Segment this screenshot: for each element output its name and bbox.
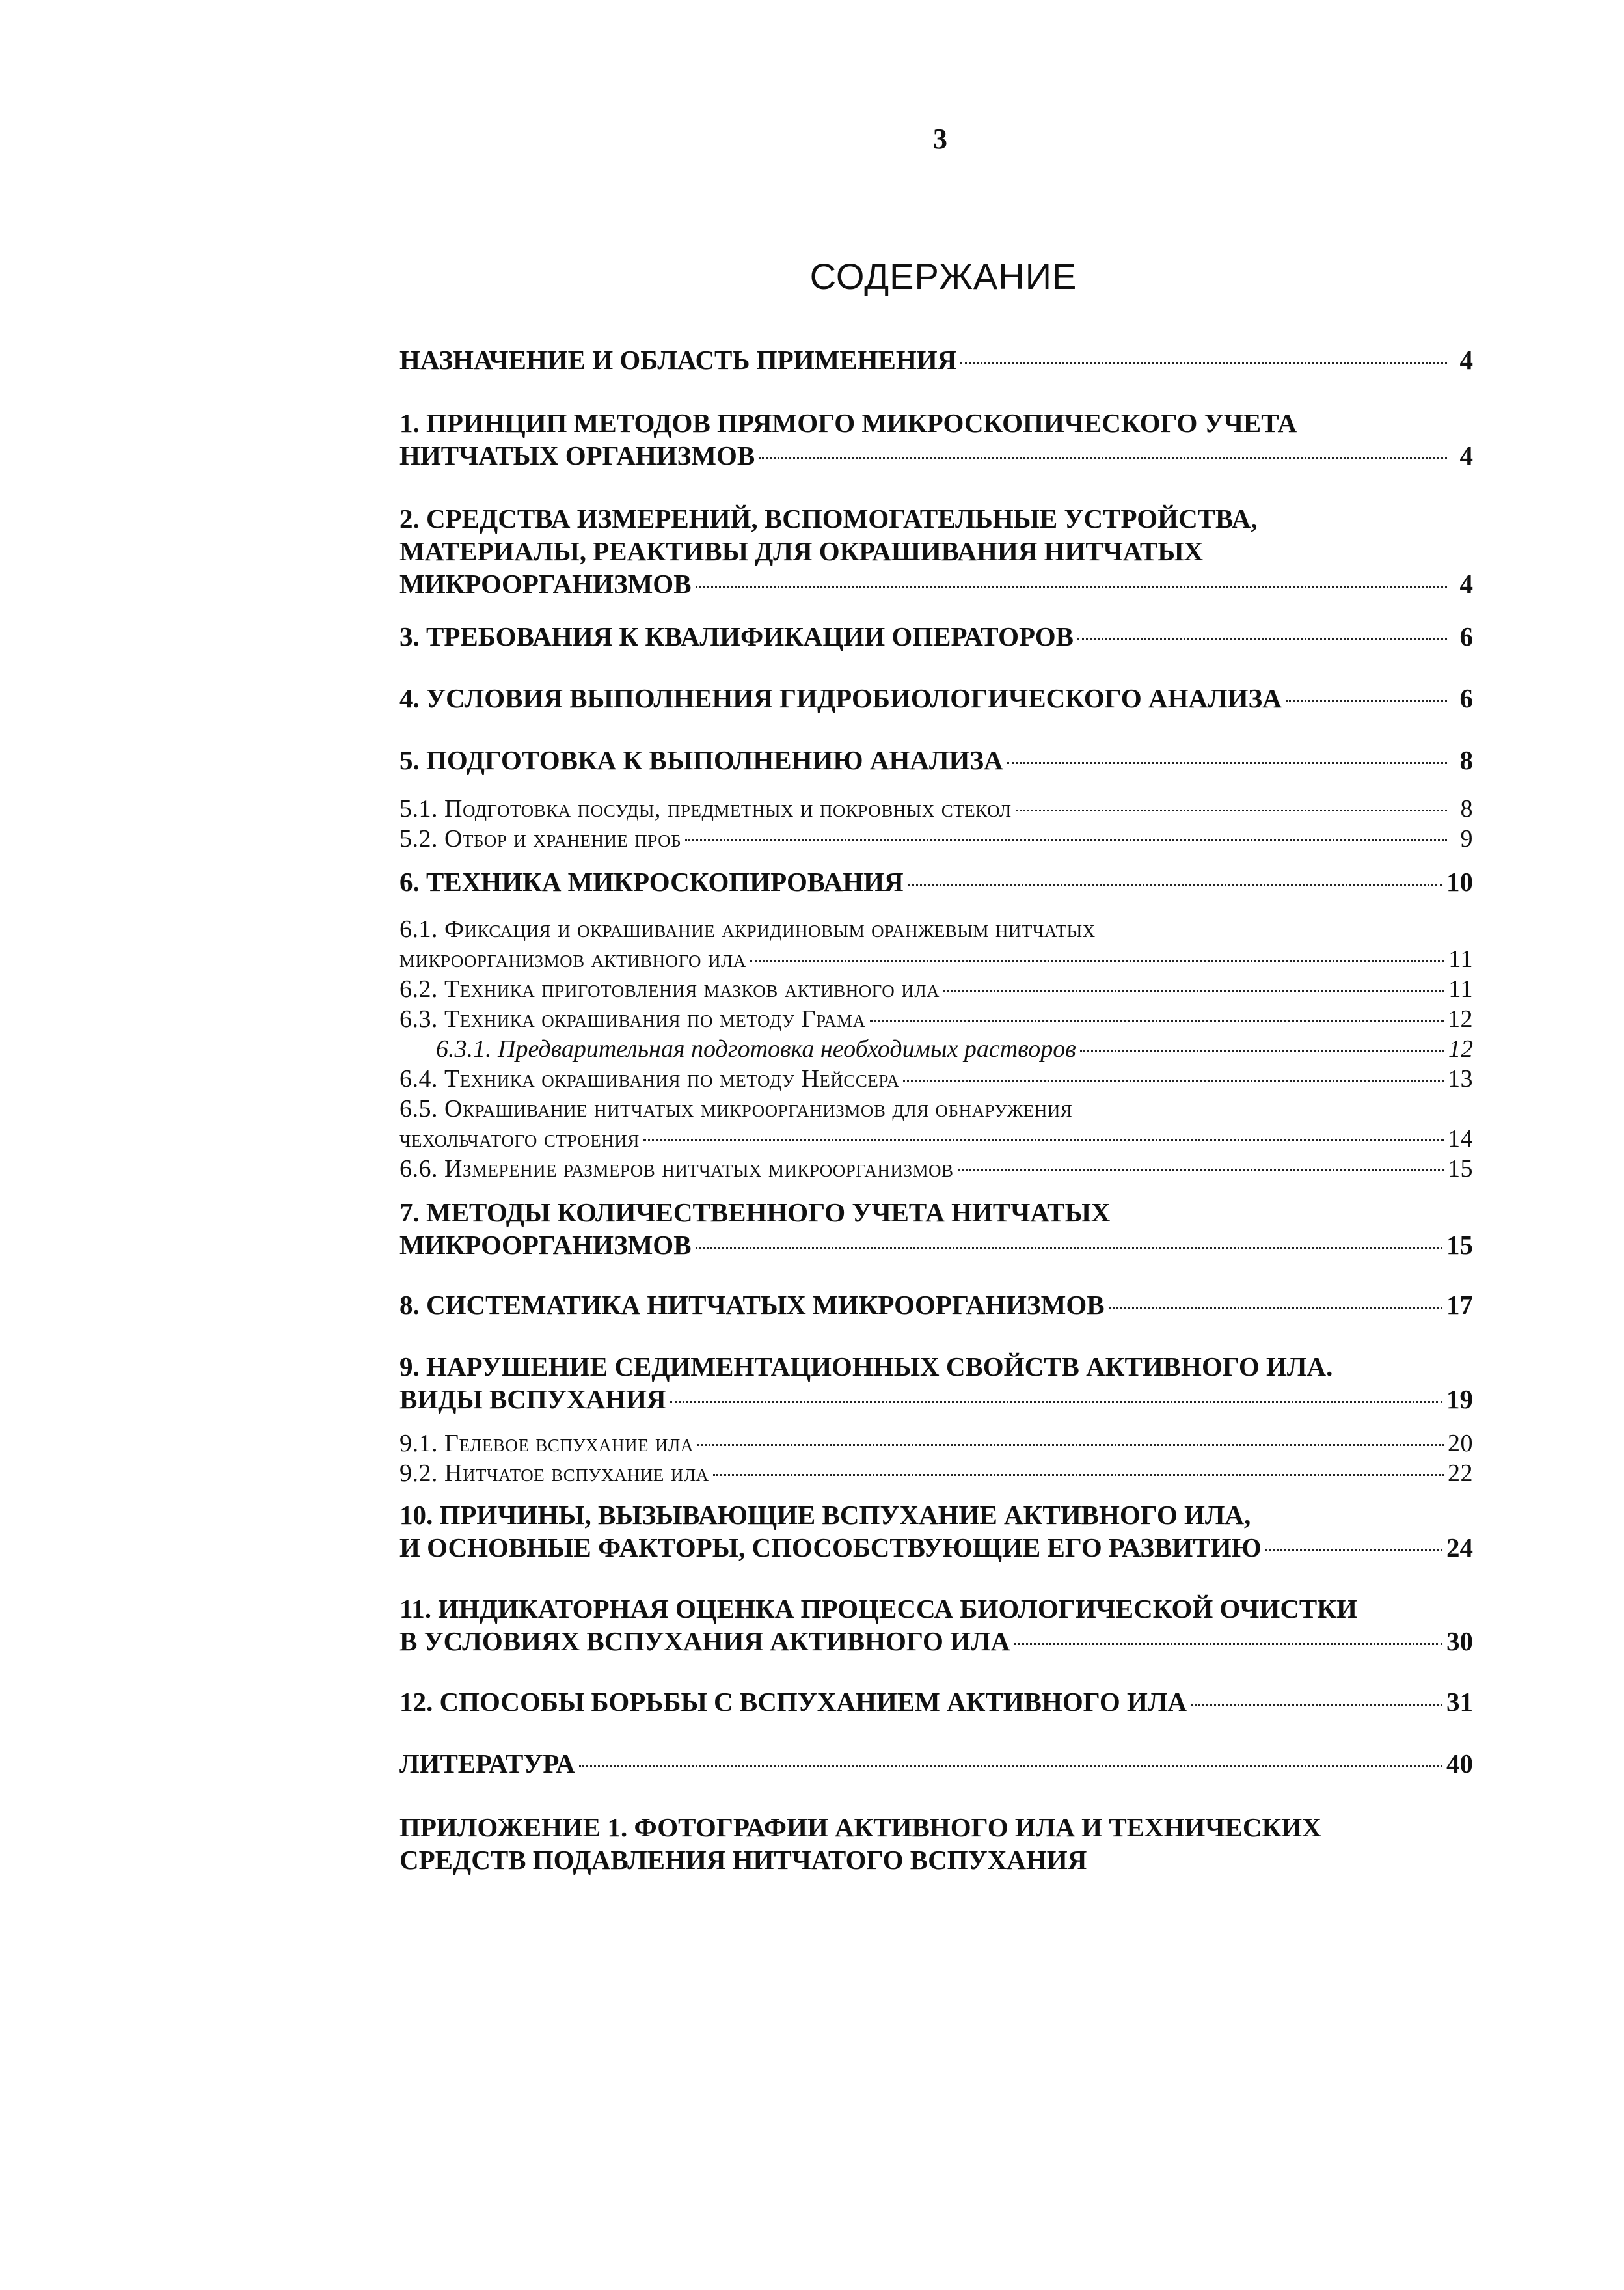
dot-leader bbox=[1007, 762, 1447, 764]
toc-entry bbox=[399, 1499, 1473, 1564]
dot-leader bbox=[696, 586, 1447, 588]
toc-page-number: 8 bbox=[1459, 745, 1473, 775]
toc-title: СОДЕРЖАНИЕ bbox=[809, 256, 1077, 297]
toc-entry-text: 10. ПРИЧИНЫ, ВЫЗЫВАЮЩИЕ ВСПУХАНИЕ АКТИВНОГО ИЛА, bbox=[399, 1500, 1251, 1530]
toc-page-number: 22 bbox=[1448, 1460, 1473, 1487]
dot-leader bbox=[908, 884, 1442, 886]
dot-leader bbox=[1265, 1549, 1442, 1551]
toc-entry-line bbox=[399, 744, 1473, 776]
toc-entry bbox=[399, 974, 1473, 1004]
toc-entry-text: 12. СПОСОБЫ БОРЬБЫ С ВСПУХАНИЕМ АКТИВНОГО ИЛА bbox=[399, 1687, 1187, 1717]
dot-leader bbox=[1077, 638, 1447, 640]
toc-entry-line bbox=[399, 1383, 1473, 1415]
toc-entry-line bbox=[399, 1747, 1473, 1780]
toc-entry-text: 6. ТЕХНИКА МИКРОСКОПИРОВАНИЯ bbox=[399, 867, 904, 897]
toc-entry-line bbox=[399, 866, 1473, 898]
page-number: 3 bbox=[933, 123, 947, 155]
toc-entry bbox=[399, 1685, 1473, 1718]
toc-entry-line bbox=[399, 1124, 1473, 1154]
toc-entry-text: 5.2. Отбор и хранение проб bbox=[399, 825, 682, 852]
toc-entry-text: микроорганизмов активного ила bbox=[399, 946, 746, 973]
toc-entry-text: 8. СИСТЕМАТИКА НИТЧАТЫХ МИКРООРГАНИЗМОВ bbox=[399, 1290, 1105, 1320]
toc-entry-text: МАТЕРИАЛЫ, РЕАКТИВЫ ДЛЯ ОКРАШИВАНИЯ НИТЧАТЫХ bbox=[399, 536, 1204, 566]
toc-page-number: 9 bbox=[1460, 825, 1473, 852]
dot-leader bbox=[1080, 1050, 1444, 1052]
toc-entry bbox=[399, 344, 1473, 376]
toc-page-number: 4 bbox=[1459, 441, 1473, 470]
toc-page-number: 15 bbox=[1448, 1155, 1473, 1182]
toc-entry-line bbox=[399, 1531, 1473, 1564]
dot-leader bbox=[1286, 700, 1447, 702]
toc-entry bbox=[399, 1094, 1473, 1154]
toc-entry-text: 6.1. Фиксация и окрашивание акридиновым оранжевым нитчатых bbox=[399, 916, 1096, 943]
toc-entry-line bbox=[399, 1458, 1473, 1488]
dot-leader bbox=[958, 1169, 1444, 1171]
toc-entry-line bbox=[399, 1428, 1473, 1458]
toc-entry bbox=[399, 866, 1473, 898]
toc-entry bbox=[399, 502, 1473, 600]
dot-leader bbox=[903, 1080, 1444, 1082]
dot-leader bbox=[1016, 810, 1447, 811]
toc-page-number: 17 bbox=[1446, 1290, 1473, 1320]
toc-entry-text: 1. ПРИНЦИП МЕТОДОВ ПРЯМОГО МИКРОСКОПИЧЕСКОГО УЧЕТА bbox=[399, 408, 1297, 438]
toc-entry-line bbox=[399, 1288, 1473, 1321]
toc-entry-line bbox=[399, 1685, 1473, 1718]
toc-entry bbox=[399, 794, 1473, 824]
toc-page-number: 15 bbox=[1446, 1230, 1473, 1260]
toc-entry bbox=[399, 1811, 1473, 1876]
dot-leader bbox=[670, 1401, 1443, 1403]
toc-entry-text: 6.4. Техника окрашивания по методу Нейссера bbox=[399, 1065, 900, 1093]
toc-entry-line bbox=[399, 1229, 1473, 1261]
toc-entry bbox=[399, 1154, 1473, 1184]
toc-entry-text: 9.2. Нитчатое вспухание ила bbox=[399, 1460, 709, 1487]
toc-entry-text: ЛИТЕРАТУРА bbox=[399, 1749, 575, 1779]
dot-leader bbox=[870, 1020, 1444, 1022]
toc-entry-text: И ОСНОВНЫЕ ФАКТОРЫ, СПОСОБСТВУЮЩИЕ ЕГО РАЗВИТИЮ bbox=[399, 1533, 1262, 1562]
toc-page-number: 4 bbox=[1459, 569, 1473, 599]
toc-entry-text: МИКРООРГАНИЗМОВ bbox=[399, 1230, 692, 1260]
toc-page-number: 4 bbox=[1459, 345, 1473, 375]
toc-page-number: 30 bbox=[1446, 1626, 1473, 1656]
toc-entry-line bbox=[399, 974, 1473, 1004]
toc-entry-text: 4. УСЛОВИЯ ВЫПОЛНЕНИЯ ГИДРОБИОЛОГИЧЕСКОГО АНАЛИЗА bbox=[399, 683, 1282, 713]
toc-entry-line bbox=[436, 1034, 1473, 1064]
toc-page-number: 24 bbox=[1446, 1533, 1473, 1562]
toc-page-number: 10 bbox=[1446, 867, 1473, 897]
toc-page-number: 31 bbox=[1446, 1687, 1473, 1717]
toc-entry-text: 5. ПОДГОТОВКА К ВЫПОЛНЕНИЮ АНАЛИЗА bbox=[399, 745, 1003, 775]
toc-page-number: 13 bbox=[1448, 1065, 1473, 1093]
toc-entry-line bbox=[399, 620, 1473, 653]
dot-leader bbox=[697, 1444, 1444, 1446]
toc-page-number: 12 bbox=[1448, 1035, 1473, 1063]
toc-entry bbox=[399, 1428, 1473, 1458]
toc-entry-text: 6.3.1. Предварительная подготовка необходимых растворов bbox=[436, 1035, 1076, 1063]
toc-entry-text: 7. МЕТОДЫ КОЛИЧЕСТВЕННОГО УЧЕТА НИТЧАТЫХ bbox=[399, 1197, 1111, 1227]
toc-entry bbox=[399, 1196, 1473, 1261]
dot-leader bbox=[943, 990, 1444, 992]
toc-entry-text: ВИДЫ ВСПУХАНИЯ bbox=[399, 1384, 666, 1414]
toc-entry-line bbox=[399, 1625, 1473, 1657]
toc-entry-text: МИКРООРГАНИЗМОВ bbox=[399, 569, 692, 599]
dot-leader bbox=[643, 1139, 1444, 1141]
toc-entry bbox=[399, 620, 1473, 653]
toc-entry-text: 3. ТРЕБОВАНИЯ К КВАЛИФИКАЦИИ ОПЕРАТОРОВ bbox=[399, 621, 1074, 651]
toc-entry-line bbox=[399, 944, 1473, 974]
toc-page-number: 8 bbox=[1460, 795, 1473, 823]
toc-entry-line bbox=[399, 439, 1473, 472]
toc-page-number: 11 bbox=[1448, 975, 1473, 1003]
toc-page-number: 11 bbox=[1448, 946, 1473, 973]
toc-entry bbox=[399, 1350, 1473, 1415]
toc-entry-text: чехольчатого строения bbox=[399, 1125, 640, 1152]
toc-entry-text: 11. ИНДИКАТОРНАЯ ОЦЕНКА ПРОЦЕССА БИОЛОГИЧЕСКОЙ ОЧИСТКИ bbox=[399, 1594, 1357, 1624]
toc-page-number: 12 bbox=[1448, 1005, 1473, 1033]
toc-entry-line bbox=[399, 344, 1473, 376]
toc-entry bbox=[399, 1004, 1473, 1034]
toc-entry bbox=[399, 1747, 1473, 1780]
toc-entry-text: НИТЧАТЫХ ОРГАНИЗМОВ bbox=[399, 441, 755, 470]
dot-leader bbox=[696, 1247, 1442, 1249]
toc-entry-line bbox=[399, 682, 1473, 715]
toc-entry-line bbox=[399, 824, 1473, 854]
dot-leader bbox=[750, 960, 1445, 962]
dot-leader bbox=[960, 362, 1447, 364]
toc-entry-line bbox=[399, 1004, 1473, 1034]
toc-entry-line bbox=[399, 567, 1473, 600]
toc-entry bbox=[399, 1064, 1473, 1094]
toc-entry-text: 6.5. Окрашивание нитчатых микроорганизмов для обнаружения bbox=[399, 1095, 1073, 1123]
toc-entry bbox=[399, 914, 1473, 974]
dot-leader bbox=[579, 1765, 1442, 1767]
toc-entry bbox=[399, 1288, 1473, 1321]
toc-entry bbox=[399, 824, 1473, 854]
toc-page-number: 6 bbox=[1459, 683, 1473, 713]
toc-entry bbox=[399, 1592, 1473, 1657]
dot-leader bbox=[759, 457, 1447, 459]
toc-page-number: 19 bbox=[1446, 1384, 1473, 1414]
dot-leader bbox=[713, 1474, 1444, 1476]
toc-entry-line bbox=[399, 1154, 1473, 1184]
toc-entry-text: 6.2. Техника приготовления мазков активного ила bbox=[399, 975, 940, 1003]
toc-entry bbox=[399, 682, 1473, 715]
toc-page-number: 20 bbox=[1448, 1430, 1473, 1457]
dot-leader bbox=[1191, 1704, 1442, 1706]
toc-entry-text: 9. НАРУШЕНИЕ СЕДИМЕНТАЦИОННЫХ СВОЙСТВ АКТИВНОГО ИЛА. bbox=[399, 1352, 1333, 1382]
dot-leader bbox=[1014, 1643, 1442, 1645]
toc-entry-text: В УСЛОВИЯХ ВСПУХАНИЯ АКТИВНОГО ИЛА bbox=[399, 1626, 1010, 1656]
toc-entry-text: НАЗНАЧЕНИЕ И ОБЛАСТЬ ПРИМЕНЕНИЯ bbox=[399, 345, 957, 375]
toc-entry bbox=[399, 744, 1473, 776]
toc-entry-text: 6.6. Измерение размеров нитчатых микроорганизмов bbox=[399, 1155, 954, 1182]
toc-page-number: 6 bbox=[1459, 621, 1473, 651]
toc-entry-text: 5.1. Подготовка посуды, предметных и покровных стекол bbox=[399, 795, 1012, 823]
toc-entry bbox=[399, 1458, 1473, 1488]
toc-page-number: 14 bbox=[1448, 1125, 1473, 1152]
toc-entry-text: СРЕДСТВ ПОДАВЛЕНИЯ НИТЧАТОГО ВСПУХАНИЯ bbox=[399, 1845, 1087, 1875]
toc-entry-text: ПРИЛОЖЕНИЕ 1. ФОТОГРАФИИ АКТИВНОГО ИЛА И ТЕХНИЧЕСКИХ bbox=[399, 1812, 1321, 1842]
dot-leader bbox=[685, 839, 1447, 841]
toc-entry-text: 2. СРЕДСТВА ИЗМЕРЕНИЙ, ВСПОМОГАТЕЛЬНЫЕ УСТРОЙСТВА, bbox=[399, 504, 1258, 534]
toc-entry bbox=[399, 407, 1473, 472]
toc-entry bbox=[436, 1034, 1473, 1064]
toc-entry-line bbox=[399, 794, 1473, 824]
toc-entry-text: 9.1. Гелевое вспухание ила bbox=[399, 1430, 694, 1457]
toc-entry-text: 6.3. Техника окрашивания по методу Грама bbox=[399, 1005, 866, 1033]
toc-entry-line bbox=[399, 1064, 1473, 1094]
toc-page-number: 40 bbox=[1446, 1749, 1473, 1779]
dot-leader bbox=[1109, 1307, 1442, 1309]
